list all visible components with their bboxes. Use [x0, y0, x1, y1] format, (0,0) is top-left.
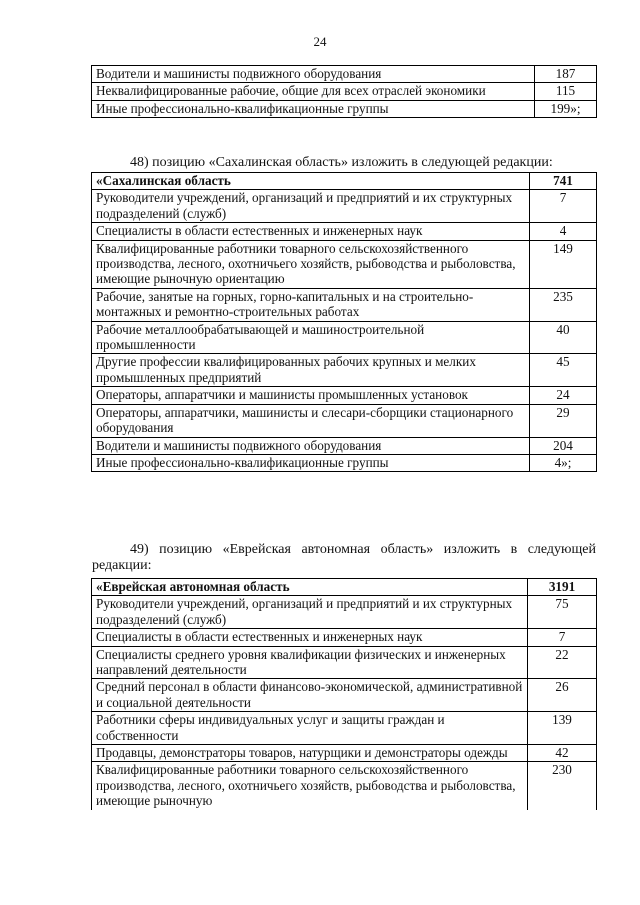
- table-row: [92, 190, 597, 223]
- occupation-group: Водители и машинисты подвижного оборудования: [92, 437, 530, 454]
- table-row: [92, 354, 597, 387]
- table-row: [92, 387, 597, 404]
- table-row: [92, 745, 597, 762]
- continued-table: [91, 65, 597, 118]
- quota-value: 4: [530, 223, 597, 240]
- page-number: 24: [313, 34, 327, 49]
- occupation-group: Средний персонал в области финансово-экономической, административной и социальной деятельности: [92, 679, 528, 712]
- table-row: [92, 404, 597, 437]
- quota-value: 235: [530, 288, 597, 321]
- occupation-group: Водители и машинисты подвижного оборудования: [92, 66, 535, 83]
- occupation-group: Неквалифицированные рабочие, общие для всех отраслей экономики: [92, 83, 535, 100]
- region-name: «Еврейская автономная область: [92, 579, 528, 596]
- occupation-group: Специалисты в области естественных и инженерных наук: [92, 223, 530, 240]
- region-name: «Сахалинская область: [92, 173, 530, 190]
- table-row: [92, 646, 597, 679]
- jewish-ao-table: [91, 578, 597, 810]
- table-row: [92, 596, 597, 629]
- table-row: [92, 762, 597, 810]
- occupation-group: Операторы, аппаратчики, машинисты и слесари-сборщики стационарного оборудования: [92, 404, 530, 437]
- quota-value: 7: [530, 190, 597, 223]
- item-48-text: 48) позицию «Сахалинская область» изложить в следующей редакции:: [130, 155, 553, 170]
- quota-value: 45: [530, 354, 597, 387]
- quota-value: 24: [530, 387, 597, 404]
- table-row: [92, 100, 597, 117]
- table-row: [92, 437, 597, 454]
- quota-value: 199»;: [535, 100, 597, 117]
- table-header-row: [92, 173, 597, 190]
- quota-value: 7: [528, 629, 597, 646]
- table-row: [92, 629, 597, 646]
- occupation-group: Рабочие, занятые на горных, горно-капитальных и на строительно-монтажных и ремонтно-строительных работах: [92, 288, 530, 321]
- quota-value: 149: [530, 240, 597, 288]
- sakhalin-table: [91, 172, 597, 472]
- table-row: [92, 454, 597, 471]
- quota-value: 26: [528, 679, 597, 712]
- table-header-row: [92, 579, 597, 596]
- table-row: [92, 321, 597, 354]
- table-row: [92, 83, 597, 100]
- table-row: [92, 223, 597, 240]
- quota-value: 40: [530, 321, 597, 354]
- occupation-group: Квалифицированные работники товарного сельскохозяйственного производства, лесного, охотничьего хозяйств, рыбоводства и рыболовства, имеющие рыночную: [92, 762, 528, 810]
- occupation-group: Операторы, аппаратчики и машинисты промышленных установок: [92, 387, 530, 404]
- item-49-text: 49) позицию «Еврейская автономная область» изложить в следующей редакции:: [92, 542, 596, 573]
- occupation-group: Другие профессии квалифицированных рабочих крупных и мелких промышленных предприятий: [92, 354, 530, 387]
- quota-value: 75: [528, 596, 597, 629]
- quota-value: 230: [528, 762, 597, 810]
- table-row: [92, 240, 597, 288]
- quota-value: 204: [530, 437, 597, 454]
- quota-value: 22: [528, 646, 597, 679]
- occupation-group: Руководители учреждений, организаций и предприятий и их структурных подразделений (служб): [92, 190, 530, 223]
- quota-value: 139: [528, 712, 597, 745]
- region-total: 3191: [528, 579, 597, 596]
- occupation-group: Иные профессионально-квалификационные группы: [92, 454, 530, 471]
- table-row: [92, 66, 597, 83]
- table-row: [92, 679, 597, 712]
- region-total: 741: [530, 173, 597, 190]
- occupation-group: Продавцы, демонстраторы товаров, натурщики и демонстраторы одежды: [92, 745, 528, 762]
- quota-value: 4»;: [530, 454, 597, 471]
- occupation-group: Специалисты среднего уровня квалификации физических и инженерных направлений деятельности: [92, 646, 528, 679]
- occupation-group: Рабочие металлообрабатывающей и машиностроительной промышленности: [92, 321, 530, 354]
- quota-value: 29: [530, 404, 597, 437]
- occupation-group: Работники сферы индивидуальных услуг и защиты граждан и собственности: [92, 712, 528, 745]
- occupation-group: Иные профессионально-квалификационные группы: [92, 100, 535, 117]
- occupation-group: Специалисты в области естественных и инженерных наук: [92, 629, 528, 646]
- table-row: [92, 288, 597, 321]
- quota-value: 187: [535, 66, 597, 83]
- table-row: [92, 712, 597, 745]
- occupation-group: Квалифицированные работники товарного сельскохозяйственного производства, лесного, охотничьего хозяйств, рыбоводства и рыболовства, имеющие рыночную ориентацию: [92, 240, 530, 288]
- quota-value: 115: [535, 83, 597, 100]
- occupation-group: Руководители учреждений, организаций и предприятий и их структурных подразделений (служб): [92, 596, 528, 629]
- quota-value: 42: [528, 745, 597, 762]
